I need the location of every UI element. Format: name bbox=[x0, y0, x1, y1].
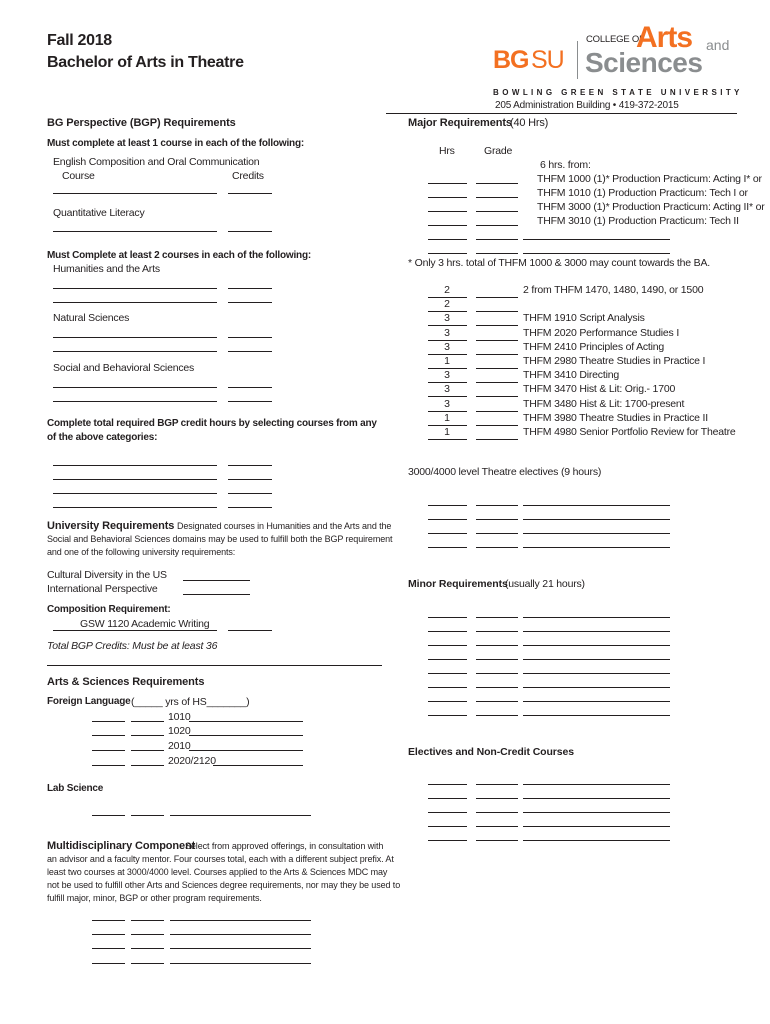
social-credit-line[interactable] bbox=[228, 387, 272, 388]
minor-course-line[interactable] bbox=[523, 631, 670, 632]
course-grade-line[interactable] bbox=[476, 354, 518, 355]
course-grade-line[interactable] bbox=[476, 382, 518, 383]
elective-nc-grade-line[interactable] bbox=[476, 826, 518, 827]
bgp-extra-course-line[interactable] bbox=[53, 465, 217, 466]
minor-course-line[interactable] bbox=[523, 673, 670, 674]
course-grade-line[interactable] bbox=[476, 425, 518, 426]
course-name: THFM 3470 Hist & Lit: Orig.- 1700 bbox=[523, 383, 676, 396]
course-hrs: 3 bbox=[444, 340, 450, 353]
course-grade-line[interactable] bbox=[476, 340, 518, 341]
theatre-electives-label: 3000/4000 level Theatre electives (9 hours) bbox=[408, 466, 602, 478]
practicum-grade-line[interactable] bbox=[476, 197, 518, 198]
course-label: Course bbox=[62, 170, 95, 182]
multi-course-line[interactable] bbox=[170, 948, 311, 949]
multi-blank[interactable] bbox=[92, 963, 125, 964]
elective-course-line[interactable] bbox=[523, 519, 670, 520]
elective-hrs-line[interactable] bbox=[428, 533, 467, 534]
foreign-hs: (_____ yrs of HS_______) bbox=[131, 696, 250, 708]
multi-desc1: Select from approved offerings, in consultation with bbox=[185, 841, 384, 851]
foreign-blank[interactable] bbox=[92, 721, 125, 722]
social-label: Social and Behavioral Sciences bbox=[53, 362, 195, 374]
minor-course-line[interactable] bbox=[523, 715, 670, 716]
elective-course-line[interactable] bbox=[523, 505, 670, 506]
bgp-extra-credit-line[interactable] bbox=[228, 479, 272, 480]
multi-blank[interactable] bbox=[92, 934, 125, 935]
quant-label: Quantitative Literacy bbox=[53, 207, 145, 219]
multi-blank[interactable] bbox=[131, 963, 164, 964]
minor-course-line[interactable] bbox=[523, 659, 670, 660]
practicum-grade-line[interactable] bbox=[476, 211, 518, 212]
foreign-blank[interactable] bbox=[92, 765, 125, 766]
elective-nc-course-line[interactable] bbox=[523, 798, 670, 799]
practicum-option-1: THFM 1000 (1)* Production Practicum: Acting I* or bbox=[537, 173, 762, 185]
bgp-must2: Must Complete at least 2 courses in each of the following: bbox=[47, 250, 312, 261]
logo-bg: BG bbox=[493, 46, 529, 74]
major-hours: (40 Hrs) bbox=[510, 117, 549, 129]
foreign-level-1010: 1010 bbox=[168, 711, 191, 723]
elective-nc-course-line[interactable] bbox=[523, 784, 670, 785]
course-hrs: 1 bbox=[444, 355, 450, 367]
english-credit-line[interactable] bbox=[228, 193, 272, 194]
university-desc1: Designated courses in Humanities and the Arts and the bbox=[177, 521, 392, 531]
university-desc3: and one of the following university requirements: bbox=[47, 547, 236, 557]
university-name: B O W L I N G G R E E N S T A T E U N I V E R S I T Y bbox=[493, 88, 740, 97]
elective-nc-hrs-line[interactable] bbox=[428, 826, 467, 827]
university-desc2: Social and Behavioral Sciences domains may be used to fulfill both the BGP requirement bbox=[47, 534, 393, 544]
humanities-course-line[interactable] bbox=[53, 288, 217, 289]
elective-grade-line[interactable] bbox=[476, 519, 518, 520]
header-rule bbox=[386, 113, 737, 114]
minor-grade-line[interactable] bbox=[476, 617, 518, 618]
gsw-course: GSW 1120 Academic Writing bbox=[80, 618, 210, 630]
credits-label: Credits bbox=[232, 170, 264, 182]
natural-course-line[interactable] bbox=[53, 337, 217, 338]
gsw-credit-line[interactable] bbox=[228, 630, 272, 631]
composition-label: Composition Requirement: bbox=[47, 604, 171, 615]
humanities-label: Humanities and the Arts bbox=[53, 263, 160, 275]
practicum-option-4: THFM 3010 (1) Production Practicum: Tech II bbox=[537, 215, 739, 227]
elective-nc-hrs-line[interactable] bbox=[428, 840, 467, 841]
minor-grade-line[interactable] bbox=[476, 715, 518, 716]
natural-label: Natural Sciences bbox=[53, 312, 130, 324]
practicum-option-2: THFM 1010 (1) Production Practicum: Tech I or bbox=[537, 187, 748, 199]
multi-desc2: an advisor and a faculty mentor. Four courses total, each with a different subject prefix. At bbox=[47, 854, 394, 864]
course-hrs-line[interactable] bbox=[428, 439, 467, 440]
course-hrs: 1 bbox=[444, 411, 450, 424]
lab-blank[interactable] bbox=[131, 815, 164, 816]
minor-hrs-line[interactable] bbox=[428, 659, 467, 660]
course-hrs: 3 bbox=[444, 369, 450, 382]
practicum-course-line[interactable] bbox=[523, 239, 670, 240]
course-grade-line[interactable] bbox=[476, 297, 518, 298]
quant-credit-line[interactable] bbox=[228, 231, 272, 232]
major-note: * Only 3 hrs. total of THFM 1000 & 3000 may count towards the BA. bbox=[408, 257, 710, 269]
practicum-course-line[interactable] bbox=[523, 253, 670, 254]
elective-nc-course-line[interactable] bbox=[523, 826, 670, 827]
hrs-column-header: Hrs bbox=[439, 145, 455, 157]
elective-nc-grade-line[interactable] bbox=[476, 840, 518, 841]
elective-nc-hrs-line[interactable] bbox=[428, 812, 467, 813]
logo-su: SU bbox=[531, 46, 564, 74]
practicum-option-3: THFM 3000 (1)* Production Practicum: Acting II* or bbox=[537, 201, 765, 213]
multi-course-line[interactable] bbox=[170, 963, 311, 964]
lab-blank[interactable] bbox=[92, 815, 125, 816]
gsw-line[interactable] bbox=[53, 630, 217, 631]
practicum-hrs-line[interactable] bbox=[428, 239, 467, 240]
bgp-extra-course-line[interactable] bbox=[53, 493, 217, 494]
multi-heading: Multidisciplinary Component bbox=[47, 840, 196, 852]
foreign-blank[interactable] bbox=[131, 750, 164, 751]
foreign-blank[interactable] bbox=[92, 735, 125, 736]
minor-grade-line[interactable] bbox=[476, 687, 518, 688]
minor-hrs-line[interactable] bbox=[428, 715, 467, 716]
international-line[interactable] bbox=[183, 594, 250, 595]
practicum-grade-line[interactable] bbox=[476, 239, 518, 240]
minor-course-line[interactable] bbox=[523, 687, 670, 688]
bgp-extra-credit-line[interactable] bbox=[228, 507, 272, 508]
natural-credit-line[interactable] bbox=[228, 351, 272, 352]
course-grade-line[interactable] bbox=[476, 368, 518, 369]
minor-grade-line[interactable] bbox=[476, 701, 518, 702]
multi-desc4: not be used to fulfill other Arts and Sciences degree requirements, nor may they be used to bbox=[47, 880, 401, 890]
foreign-level-2010: 2010 bbox=[168, 740, 191, 752]
complete-line1: Complete total required BGP credit hours by selecting courses from any bbox=[47, 418, 377, 429]
course-hrs: 3 bbox=[444, 312, 450, 325]
elective-course-line[interactable] bbox=[523, 547, 670, 548]
multi-blank[interactable] bbox=[131, 920, 164, 921]
social-course-line[interactable] bbox=[53, 387, 217, 388]
total-bgp: Total BGP Credits: Must be at least 36 bbox=[47, 640, 218, 652]
course-grade-line[interactable] bbox=[476, 325, 518, 326]
complete-line2: of the above categories: bbox=[47, 432, 158, 443]
course-name: THFM 1910 Script Analysis bbox=[523, 312, 645, 325]
logo-divider bbox=[577, 41, 578, 79]
elective-hrs-line[interactable] bbox=[428, 505, 467, 506]
course-hrs: 3 bbox=[444, 326, 450, 339]
course-name: 2 from THFM 1470, 1480, 1490, or 1500 bbox=[523, 284, 704, 296]
multi-desc5: fulfill major, minor, BGP or other program requirements. bbox=[47, 893, 262, 903]
university-heading: University Requirements bbox=[47, 520, 175, 532]
practicum-grade-line[interactable] bbox=[476, 183, 518, 184]
six-hrs-from: 6 hrs. from: bbox=[540, 159, 591, 171]
practicum-hrs-line[interactable] bbox=[428, 225, 467, 226]
elective-nc-grade-line[interactable] bbox=[476, 812, 518, 813]
cultural-line[interactable] bbox=[183, 580, 250, 581]
multi-blank[interactable] bbox=[92, 948, 125, 949]
multi-desc3: least two courses at 3000/4000 level. Courses applied to the Arts & Sciences MDC may bbox=[47, 867, 388, 877]
course-name: THFM 4980 Senior Portfolio Review for Theatre bbox=[523, 426, 736, 438]
elective-grade-line[interactable] bbox=[476, 533, 518, 534]
international-label: International Perspective bbox=[47, 583, 158, 595]
elective-nc-course-line[interactable] bbox=[523, 812, 670, 813]
elective-hrs-line[interactable] bbox=[428, 547, 467, 548]
minor-course-line[interactable] bbox=[523, 617, 670, 618]
college-of-label: COLLEGE OF bbox=[586, 34, 645, 45]
foreign-blank[interactable] bbox=[131, 735, 164, 736]
practicum-hrs-line[interactable] bbox=[428, 253, 467, 254]
course-name: THFM 3480 Hist & Lit: 1700-present bbox=[523, 397, 685, 410]
and-wordmark: and bbox=[706, 37, 730, 53]
minor-grade-line[interactable] bbox=[476, 645, 518, 646]
course-hrs: 3 bbox=[444, 383, 450, 396]
course-hrs: 2 bbox=[444, 298, 450, 311]
english-label: English Composition and Oral Communication bbox=[53, 156, 260, 168]
course-hrs: 3 bbox=[444, 397, 450, 410]
elective-hrs-line[interactable] bbox=[428, 519, 467, 520]
section-rule bbox=[47, 665, 382, 666]
course-name: THFM 3980 Theatre Studies in Practice II bbox=[523, 411, 708, 424]
foreign-course-line[interactable] bbox=[189, 735, 303, 736]
bgp-heading: BG Perspective (BGP) Requirements bbox=[47, 117, 236, 129]
foreign-level-2020: 2020/2120 bbox=[168, 755, 216, 767]
foreign-label: Foreign Language bbox=[47, 696, 131, 707]
foreign-course-line[interactable] bbox=[213, 765, 303, 766]
practicum-hrs-line[interactable] bbox=[428, 197, 467, 198]
foreign-course-line[interactable] bbox=[189, 750, 303, 751]
minor-grade-line[interactable] bbox=[476, 631, 518, 632]
minor-hrs-line[interactable] bbox=[428, 645, 467, 646]
electives-heading: Electives and Non-Credit Courses bbox=[408, 746, 575, 758]
course-grade-line[interactable] bbox=[476, 396, 518, 397]
cultural-label: Cultural Diversity in the US bbox=[47, 569, 167, 581]
course-hrs: 2 bbox=[444, 284, 450, 296]
minor-grade-line[interactable] bbox=[476, 659, 518, 660]
bgp-must1: Must complete at least 1 course in each of the following: bbox=[47, 138, 304, 149]
bgp-extra-course-line[interactable] bbox=[53, 507, 217, 508]
address-line: 205 Administration Building • 419-372-2015 bbox=[495, 100, 679, 111]
foreign-blank[interactable] bbox=[92, 750, 125, 751]
natural-credit-line[interactable] bbox=[228, 337, 272, 338]
foreign-course-line[interactable] bbox=[189, 721, 303, 722]
minor-hrs-line[interactable] bbox=[428, 617, 467, 618]
minor-grade-line[interactable] bbox=[476, 673, 518, 674]
elective-nc-grade-line[interactable] bbox=[476, 798, 518, 799]
practicum-grade-line[interactable] bbox=[476, 253, 518, 254]
humanities-course-line[interactable] bbox=[53, 302, 217, 303]
minor-course-line[interactable] bbox=[523, 701, 670, 702]
practicum-hrs-line[interactable] bbox=[428, 183, 467, 184]
multi-course-line[interactable] bbox=[170, 934, 311, 935]
elective-nc-grade-line[interactable] bbox=[476, 784, 518, 785]
practicum-hrs-line[interactable] bbox=[428, 211, 467, 212]
elective-nc-course-line[interactable] bbox=[523, 840, 670, 841]
foreign-blank[interactable] bbox=[131, 721, 164, 722]
multi-course-line[interactable] bbox=[170, 920, 311, 921]
elective-course-line[interactable] bbox=[523, 533, 670, 534]
multi-blank[interactable] bbox=[131, 948, 164, 949]
foreign-level-1020: 1020 bbox=[168, 725, 191, 737]
bgp-extra-course-line[interactable] bbox=[53, 479, 217, 480]
minor-heading: Minor Requirements bbox=[408, 578, 508, 590]
grade-column-header: Grade bbox=[484, 145, 513, 157]
course-name: THFM 3410 Directing bbox=[523, 369, 619, 382]
lab-course-line[interactable] bbox=[170, 815, 311, 816]
course-grade-line[interactable] bbox=[476, 411, 518, 412]
english-course-line[interactable] bbox=[53, 193, 217, 194]
course-grade-line[interactable] bbox=[476, 439, 518, 440]
minor-hrs-line[interactable] bbox=[428, 631, 467, 632]
social-course-line[interactable] bbox=[53, 401, 217, 402]
course-grade-line[interactable] bbox=[476, 311, 518, 312]
bgp-extra-credit-line[interactable] bbox=[228, 493, 272, 494]
elective-grade-line[interactable] bbox=[476, 505, 518, 506]
minor-hrs-line[interactable] bbox=[428, 701, 467, 702]
minor-hrs-line[interactable] bbox=[428, 687, 467, 688]
elective-grade-line[interactable] bbox=[476, 547, 518, 548]
practicum-grade-line[interactable] bbox=[476, 225, 518, 226]
social-credit-line[interactable] bbox=[228, 401, 272, 402]
natural-course-line[interactable] bbox=[53, 351, 217, 352]
foreign-blank[interactable] bbox=[131, 765, 164, 766]
sciences-wordmark: Sciences bbox=[585, 47, 703, 78]
humanities-credit-line[interactable] bbox=[228, 302, 272, 303]
multi-blank[interactable] bbox=[131, 934, 164, 935]
minor-course-line[interactable] bbox=[523, 645, 670, 646]
course-name: THFM 2410 Principles of Acting bbox=[523, 340, 665, 353]
term-title: Fall 2018 bbox=[47, 32, 112, 49]
minor-note: (usually 21 hours) bbox=[505, 578, 585, 590]
program-title: Bachelor of Arts in Theatre bbox=[47, 54, 244, 71]
elective-nc-hrs-line[interactable] bbox=[428, 798, 467, 799]
course-hrs: 1 bbox=[444, 426, 450, 438]
quant-course-line[interactable] bbox=[53, 231, 217, 232]
lab-science-label: Lab Science bbox=[47, 783, 104, 794]
elective-nc-hrs-line[interactable] bbox=[428, 784, 467, 785]
major-heading: Major Requirements bbox=[408, 117, 512, 129]
minor-hrs-line[interactable] bbox=[428, 673, 467, 674]
arts-wordmark: Arts bbox=[636, 21, 693, 54]
multi-blank[interactable] bbox=[92, 920, 125, 921]
as-heading: Arts & Sciences Requirements bbox=[47, 676, 205, 688]
humanities-credit-line[interactable] bbox=[228, 288, 272, 289]
bgp-extra-credit-line[interactable] bbox=[228, 465, 272, 466]
course-name: THFM 2980 Theatre Studies in Practice I bbox=[523, 355, 706, 367]
course-name: THFM 2020 Performance Studies I bbox=[523, 326, 680, 339]
